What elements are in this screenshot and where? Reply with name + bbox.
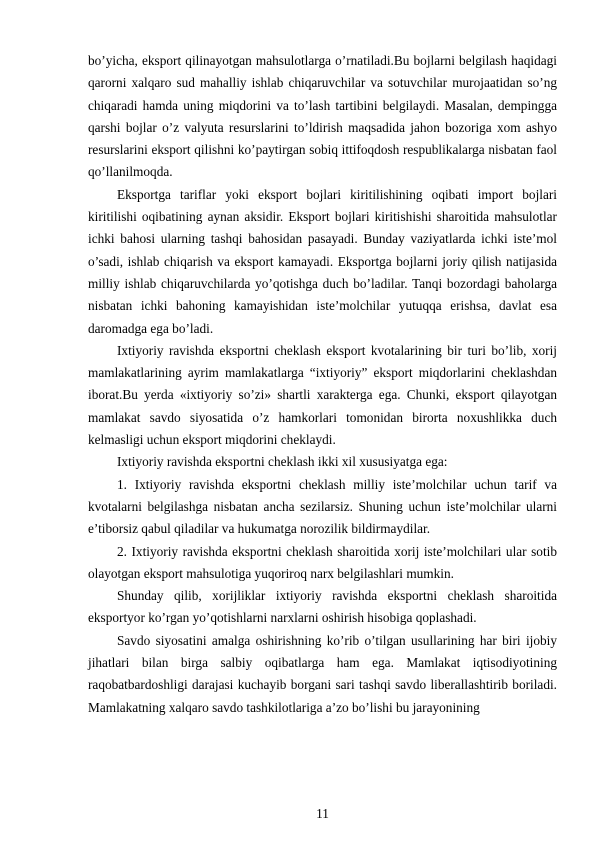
page-number: 11: [316, 806, 329, 821]
document-page: [88, 50, 557, 719]
paragraph-two-features: Ixtiyoriy ravishda eksportni cheklash ikki xil xususiyatga ega:: [117, 454, 448, 470]
paragraph-continuation: bo’yicha, eksport qilinayotgan mahsulotlarga o’rnatiladi.Bu bojlarni belgilash haqidagi qarorni xalqaro sud mahalliy ishlab chiqaruvchilar va sotuvchilar murojaatidan so’ng chiqaradi hamda uning miqdorini va to’lash tartibini belgilaydi. Masalan, dempingga qarshi bojlar o’z valyuta resurslarini to’ldirish maqsadida jahon bozoriga xom ashyo resurslarini eksport qilishni ko’paytirgan sobiq ittifoqdosh respublikalarga nisbatan faol qo’llanilmoqda.: [88, 53, 557, 180]
paragraph-conclusion: Shunday qilib, xorijliklar ixtiyoriy ravishda eksportni cheklash sharoitida eksportyor ko’rgan yo’qotishlarni narxlarni oshirish hisobiga qoplashadi.: [88, 588, 557, 626]
paragraph-trade-policy: Savdo siyosatini amalga oshirishning ko’rib o’tilgan usullarining har biri ijobiy jihatlari bilan birga salbiy oqibatlarga ham ega. Mamlakat iqtisodiyotining raqobatbardoshligi darajasi kuchayib borgani sari tashqi savdo liberallashtirib boriladi. Mamlakatning xalqaro savdo tashkilotlariga a’zo bo’lishi bu jarayonining: [88, 632, 557, 715]
paragraph-feature-two: 2. Ixtiyoriy ravishda eksportni cheklash sharoitida xorij iste’molchilari ular sotib olayotgan eksport mahsulotiga yuqoriroq narx belgilashlari mumkin.: [88, 543, 557, 581]
paragraph-feature-one: 1. Ixtiyoriy ravishda eksportni cheklash milliy iste’molchilar uchun tarif va kvotalarni belgilashga nisbatan ancha sezilarsiz. Shuning uchun iste’molchilar ularni e’tiborsiz qabul qiladilar va hukumatga norozilik bildirmaydilar.: [88, 476, 557, 537]
paragraph-export-tariffs: Eksportga tariflar yoki eksport bojlari kiritilishining oqibati import bojlari kiritilishi oqibatining aynan aksidir. Eksport bojlari kiritishishi sharoitida mahsulotlar ichki bahosi ularning tashqi bahosidan pasayadi. Bunday vaziyatlarda ichki iste’mol o’sadi, ishlab chiqarish va eksport kamayadi. Eksportga bojlarni joriy qilish natijasida milliy ishlab chiqaruvchilarda yo’qotishga duch bo’ladilar. Tanqi bozordagi baholarga nisbatan ichki bahoning kamayishidan iste’molchilar yutuqqa erishsa, davlat esa daromadga ega bo’ladi.: [88, 186, 557, 336]
paragraph-voluntary-export-restraint: Ixtiyoriy ravishda eksportni cheklash eksport kvotalarining bir turi bo’lib, xorij mamlakatlarining ayrim mamlakatlarga “ixtiyoriy” eksport miqdorlarini cheklashdan iborat.Bu yerda «ixtiyoriy so’zi» shartli xarakterga ega. Chunki, eksport qilayotgan mamlakat savdo siyosatida o’z hamkorlari tomonidan birorta noxushlikka duch kelmasligi uchun eksport miqdorini cheklaydi.: [88, 342, 557, 448]
